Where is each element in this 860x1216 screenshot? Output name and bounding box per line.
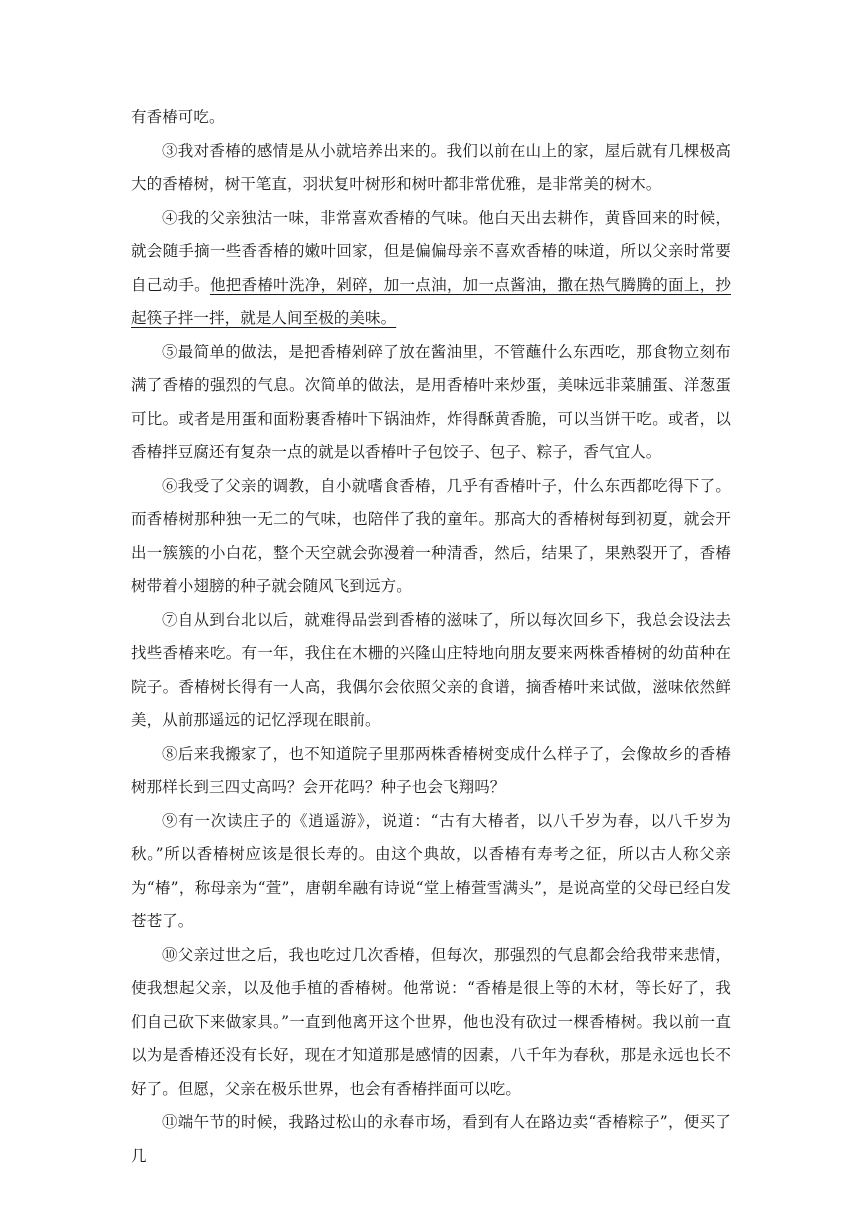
paragraph-3 [131,135,731,202]
paragraph-text: ⑪端午节的时候，我路过松山的永春市场，看到有人在路边卖“香椿粽子”，便买了几 [131,1113,731,1165]
paragraph-text: ⑤最简单的做法，是把香椿剁碎了放在酱油里，不管蘸什么东西吃，那食物立刻布满了香椿的强烈的气息。次简单的做法，是用香椿叶来炒蛋，美味远非菜脯蛋、洋葱蛋可比。或者是用蛋和面粉裹香椿叶下锅油炸，炸得酥黄香脆，可以当饼干吃。或者，以香椿拌豆腐还有复杂一点的就是以香椿叶子包饺子、包子、粽子，香气宜人。 [131,342,731,461]
paragraph-text: ⑥我受了父亲的调教，自小就嗜食香椿，几乎有香椿叶子，什么东西都吃得下了。而香椿树那种独一无二的气味，也陪伴了我的童年。那高大的香椿树每到初夏，就会开出一簇簇的小白花，整个天空就会弥漫着一种清香，然后，结果了，果熟裂开了，香椿树带着小翅膀的种子就会随风飞到远方。 [131,476,731,595]
paragraph-5 [131,336,731,470]
paragraph-6 [131,470,731,604]
paragraph-4 [131,202,731,336]
paragraph-text: ⑩父亲过世之后，我也吃过几次香椿，但每次，那强烈的气息都会给我带来悲情，使我想起父亲，以及他手植的香椿树。他常说：“香椿是很上等的木材，等长好了，我们自己砍下来做家具。”一直到他离开这个世界，他也没有砍过一棵香椿树。我以前一直以为是香椿还没有长好，现在才知道那是感情的因素，八千年为春秋，那是永远也长不好了。但愿，父亲在极乐世界，也会有香椿拌面可以吃。 [131,945,731,1098]
paragraph-text: ③我对香椿的感情是从小就培养出来的。我们以前在山上的家，屋后就有几棵极高大的香椿树，树干笔直，羽状复叶树形和树叶都非常优雅，是非常美的树木。 [131,141,731,193]
paragraph-continuation [131,101,731,135]
paragraph-text: ④我的父亲独沽一味，非常喜欢香椿的气味。他白天出去耕作，黄昏回来的时候，就会随手摘一些香香椿的嫩叶回家，但是偏偏母亲不喜欢香椿的味道，所以父亲时常要自己动手。 [131,208,731,294]
paragraph-8 [131,738,731,805]
paragraph-11 [131,1106,731,1173]
paragraph-9 [131,805,731,939]
paragraph-7 [131,604,731,738]
article-body [131,101,731,1173]
paragraph-text: ⑧后来我搬家了，也不知道院子里那两株香椿树变成什么样子了，会像故乡的香椿树那样长到三四丈高吗？会开花吗？种子也会飞翔吗？ [131,744,731,796]
underlined-sentence: 他把香椿叶洗净，剁碎，加一点油，加一点酱油，撒在热气腾腾的面上，抄起筷子拌一拌，就是人间至极的美味。 [131,275,731,327]
paragraph-text: ⑨有一次读庄子的《逍遥游》，说道：“古有大椿者，以八千岁为春，以八千岁为秋。”所以香椿树应该是很长寿的。由这个典故，以香椿有寿考之征，所以古人称父亲为“椿”，称母亲为“萱”，唐朝牟融有诗说“堂上椿萱雪满头”，是说高堂的父母已经白发苍苍了。 [131,811,731,930]
paragraph-10 [131,939,731,1107]
paragraph-text: ⑦自从到台北以后，就难得品尝到香椿的滋味了，所以每次回乡下，我总会设法去找些香椿来吃。有一年，我住在木栅的兴隆山庄特地向朋友要来两株香椿树的幼苗种在院子。香椿树长得有一人高，我偶尔会依照父亲的食谱，摘香椿叶来试做，滋味依然鲜美，从前那遥远的记忆浮现在眼前。 [131,610,731,729]
paragraph-text: 有香椿可吃。 [131,108,225,126]
